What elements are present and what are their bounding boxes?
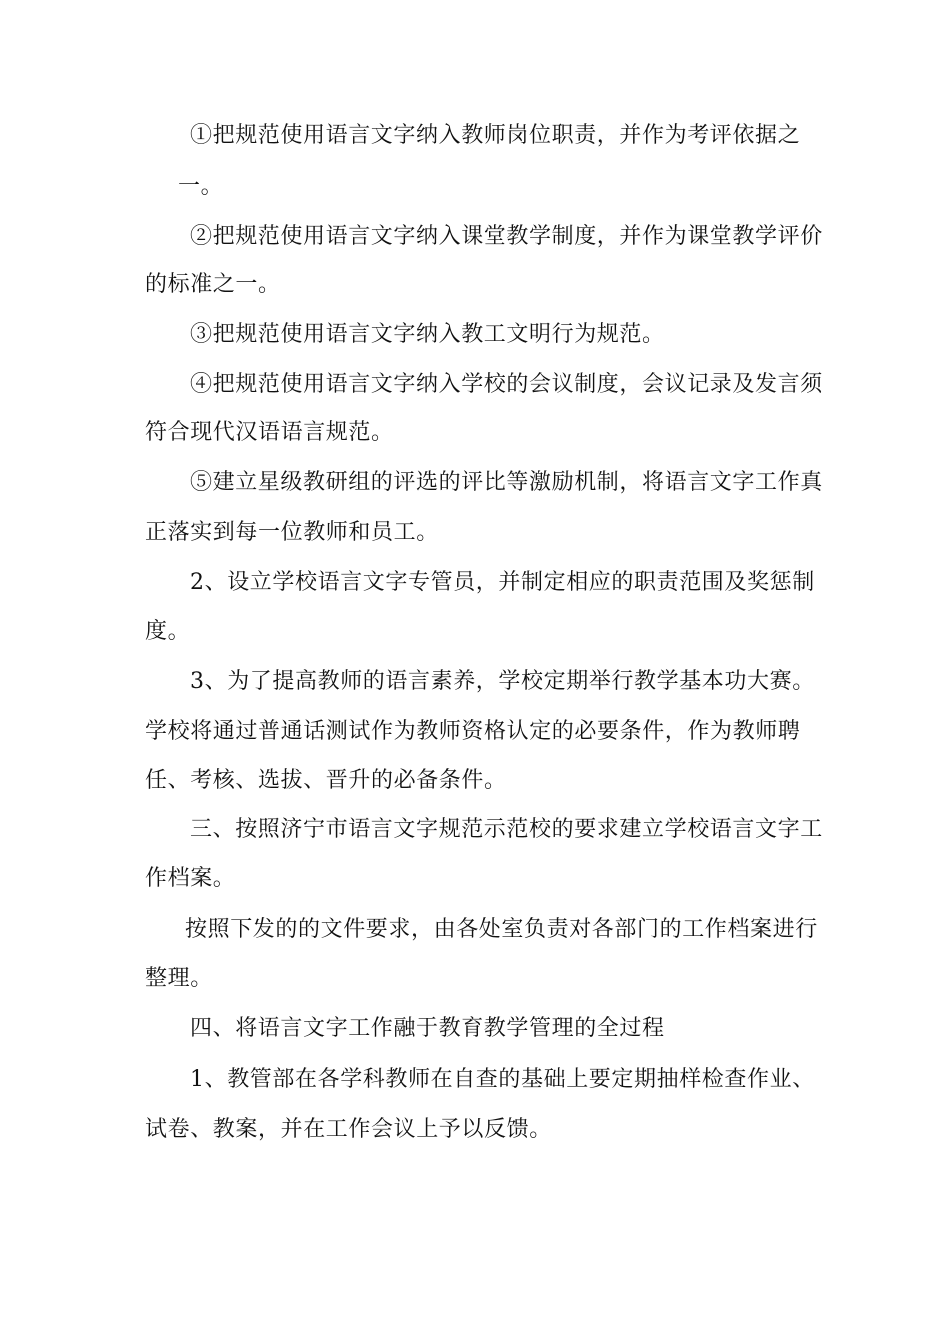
text-line: 的标准之一。 — [145, 272, 281, 297]
text-line: 三、按照济宁市语言文字规范示范校的要求建立学校语言文字工 — [190, 817, 823, 842]
text-line: 3、为了提高教师的语言素养，学校定期举行教学基本功大赛。 — [190, 669, 815, 694]
text-line: 一。 — [178, 174, 224, 199]
text-line: 整理。 — [145, 966, 213, 991]
text-line: 符合现代汉语语言规范。 — [145, 420, 394, 445]
text-line: ①把规范使用语言文字纳入教师岗位职责，并作为考评依据之 — [190, 123, 801, 148]
text-line: ⑤建立星级教研组的评选的评比等激励机制，将语言文字工作真 — [190, 470, 823, 495]
text-line: 度。 — [145, 619, 191, 644]
text-line: 2、设立学校语言文字专管员，并制定相应的职责范围及奖惩制 — [190, 570, 815, 595]
text-line: 任、考核、选拔、晋升的必备条件。 — [145, 768, 507, 793]
text-line: 按照下发的的文件要求，由各处室负责对各部门的工作档案进行 — [185, 917, 818, 942]
text-line: ③把规范使用语言文字纳入教工文明行为规范。 — [190, 322, 665, 347]
text-line: 作档案。 — [145, 866, 236, 891]
text-line: 1、教管部在各学科教师在自查的基础上要定期抽样检查作业、 — [190, 1067, 815, 1092]
text-line: 学校将通过普通话测试作为教师资格认定的必要条件，作为教师聘 — [145, 719, 801, 744]
text-line: 试卷、教案，并在工作会议上予以反馈。 — [145, 1117, 552, 1142]
text-line: ④把规范使用语言文字纳入学校的会议制度，会议记录及发言须 — [190, 372, 823, 397]
text-line: 正落实到每一位教师和员工。 — [145, 520, 439, 545]
text-line: ②把规范使用语言文字纳入课堂教学制度，并作为课堂教学评价 — [190, 224, 823, 249]
text-line: 四、将语言文字工作融于教育教学管理的全过程 — [190, 1016, 665, 1041]
